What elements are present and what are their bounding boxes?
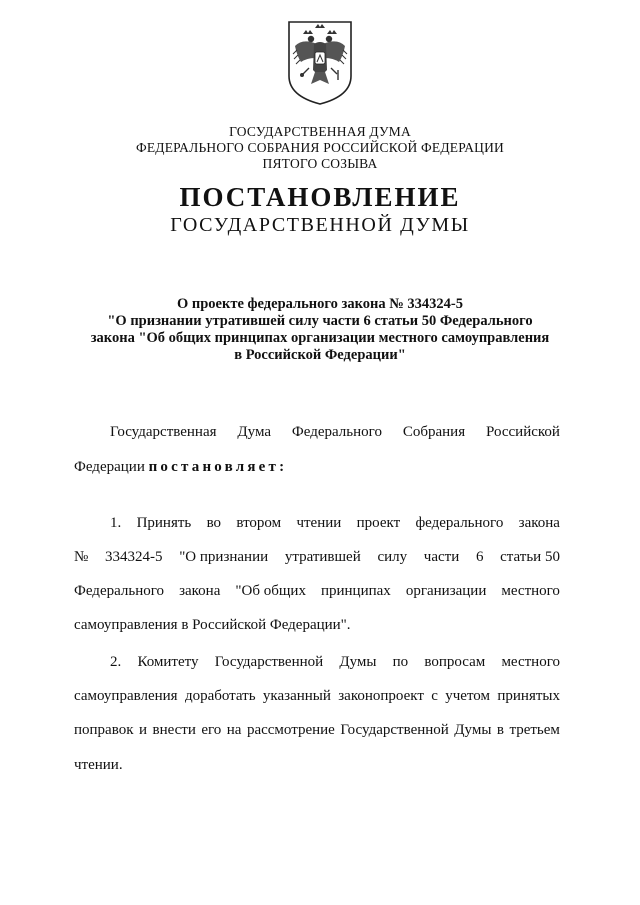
bill-title-line-2: "О признании утратившей силу части 6 статьи 50 Федерального	[107, 313, 533, 329]
text-word: самоуправления	[74, 688, 178, 704]
text-word: закона	[518, 515, 560, 531]
bill-title	[0, 296, 640, 364]
text-word: по	[392, 654, 409, 670]
text-word: с	[431, 688, 438, 704]
text-word: местного	[501, 654, 560, 670]
text-word: доработать	[184, 688, 256, 704]
text-word: Федерального	[74, 583, 165, 599]
text-word: 2.	[110, 654, 122, 670]
text-word: 1.	[110, 515, 122, 531]
text-word: Комитету	[137, 654, 199, 670]
text-word: законопроект	[338, 688, 424, 704]
document-title: ПОСТАНОВЛЕНИЕ	[179, 182, 461, 212]
header-line-2: ФЕДЕРАЛЬНОГО СОБРАНИЯ РОССИЙСКОЙ ФЕДЕРАЦИИ	[136, 140, 504, 155]
text-word: №	[74, 549, 89, 565]
text-word: 334324-5	[105, 549, 163, 565]
text-word: его	[201, 722, 222, 738]
bill-title-line-4: в Российской Федерации"	[234, 347, 406, 363]
text-word: на	[226, 722, 242, 738]
text-word: силу	[377, 549, 408, 565]
bill-title-line-1: О проекте федерального закона № 334324-5	[176, 296, 464, 312]
text-word: статьи 50	[500, 549, 560, 565]
text-word: "О признании	[179, 549, 269, 565]
preamble-word: Собрания	[402, 424, 466, 440]
item-2-line-2	[74, 688, 560, 705]
text-word: части	[423, 549, 460, 565]
coat-of-arms-emblem-icon	[285, 18, 355, 106]
document-subtitle: ГОСУДАРСТВЕННОЙ ДУМЫ	[170, 214, 470, 236]
text-word: утратившей	[284, 549, 361, 565]
preamble-word: Российской	[486, 424, 560, 440]
preamble-word: Федерального	[291, 424, 382, 440]
item-1-line-3	[74, 583, 560, 600]
text-word: "Об общих	[235, 583, 306, 599]
text-word: Государственной	[214, 654, 324, 670]
text-word: вопросам	[424, 654, 486, 670]
item-1-line-2	[74, 549, 560, 566]
preamble-word: Государственная	[110, 424, 217, 440]
text-word: во	[206, 515, 222, 531]
preamble-line-2	[74, 459, 560, 476]
text-word: в	[496, 722, 504, 738]
text-word: принципах	[320, 583, 391, 599]
text-word: рассмотрение	[246, 722, 335, 738]
header-line-1: ГОСУДАРСТВЕННАЯ ДУМА	[229, 124, 411, 139]
text-word: втором	[236, 515, 282, 531]
header-line-3: ПЯТОГО СОЗЫВА	[262, 156, 378, 171]
text-word: принятых	[497, 688, 560, 704]
text-word: и	[138, 722, 147, 738]
text-word: 6	[475, 549, 484, 565]
decree-word: постановляет:	[148, 459, 288, 475]
item-1-line-1	[74, 515, 560, 532]
text-word: Думы	[454, 722, 492, 738]
item-2-line-1	[74, 654, 560, 671]
item-1-line-4: самоуправления в Российской Федерации".	[74, 617, 351, 633]
preamble-word: Федерации	[74, 459, 145, 475]
text-word: указанный	[262, 688, 331, 704]
text-word: Государственной	[340, 722, 449, 738]
text-word: учетом	[445, 688, 491, 704]
item-2-line-3	[74, 722, 560, 739]
text-word: третьем	[509, 722, 560, 738]
text-word: федерального	[415, 515, 504, 531]
text-word: поправок	[74, 722, 134, 738]
text-word: закона	[179, 583, 221, 599]
item-2-line-4: чтении.	[74, 757, 123, 773]
preamble-word: Дума	[237, 424, 272, 440]
bill-title-line-3: закона "Об общих принципах организации местного самоуправления	[90, 330, 550, 346]
text-word: местного	[501, 583, 560, 599]
text-word: Принять	[136, 515, 192, 531]
text-word: внести	[152, 722, 196, 738]
text-word: проект	[356, 515, 401, 531]
issuing-body-header	[0, 124, 640, 172]
text-word: Думы	[339, 654, 377, 670]
preamble-line-1	[74, 424, 560, 441]
text-word: чтении	[296, 515, 342, 531]
text-word: организации	[405, 583, 487, 599]
